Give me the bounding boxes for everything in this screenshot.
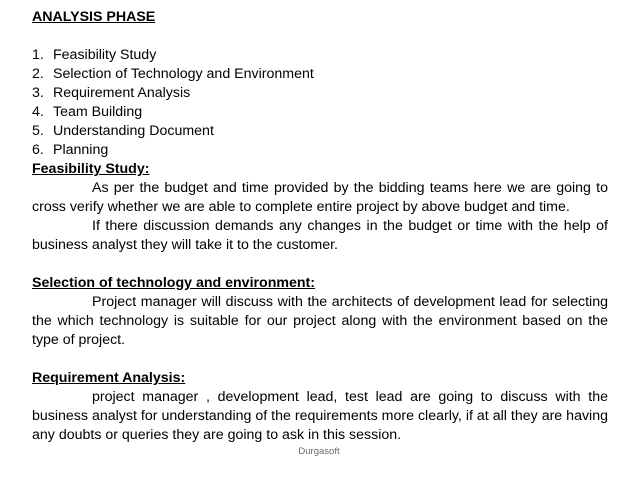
- requirement-heading: Requirement Analysis:: [32, 370, 186, 386]
- list-item-label: Requirement Analysis: [53, 85, 191, 101]
- list-item-number: 4.: [32, 104, 44, 120]
- page-title: ANALYSIS PHASE: [32, 9, 156, 25]
- list-item: [32, 103, 608, 122]
- spacer: [32, 350, 608, 369]
- feasibility-heading: Feasibility Study:: [32, 161, 150, 177]
- list-item-label: Selection of Technology and Environment: [53, 66, 314, 82]
- list-item-number: 1.: [32, 47, 44, 63]
- list-item-label: Team Building: [53, 104, 143, 120]
- list-item-number: 3.: [32, 85, 44, 101]
- list-item: [32, 46, 608, 65]
- feasibility-paragraph-2: If there discussion demands any changes in the budget or time with the help of business analyst they will take it to the customer.: [32, 218, 608, 253]
- list-item: [32, 65, 608, 84]
- feasibility-paragraph-1: As per the budget and time provided by the bidding teams here we are going to cross verify whether we are able to complete entire project by above budget and time.: [32, 180, 608, 215]
- list-item-number: 2.: [32, 66, 44, 82]
- spacer: [32, 27, 608, 46]
- requirement-paragraph: project manager , development lead, test lead are going to discuss with the business analyst for understanding of the requirements more clearly, if at all they are having any doubts or queries they are going to ask in this session.: [32, 389, 608, 443]
- selection-paragraph: Project manager will discuss with the architects of development lead for selecting the which technology is suitable for our project along with the environment based on the type of project.: [32, 294, 608, 348]
- list-item: [32, 122, 608, 141]
- spacer: [32, 255, 608, 274]
- list-item-number: 5.: [32, 123, 44, 139]
- list-item-number: 6.: [32, 142, 44, 158]
- footer-label: Durgasoft: [298, 446, 340, 457]
- list-item-label: Feasibility Study: [53, 47, 157, 63]
- list-item: [32, 141, 608, 160]
- list-item-label: Planning: [53, 142, 109, 158]
- list-item: [32, 84, 608, 103]
- selection-heading: Selection of technology and environment:: [32, 275, 315, 291]
- document-page: [32, 8, 608, 445]
- list-item-label: Understanding Document: [53, 123, 214, 139]
- phase-list: [32, 46, 608, 160]
